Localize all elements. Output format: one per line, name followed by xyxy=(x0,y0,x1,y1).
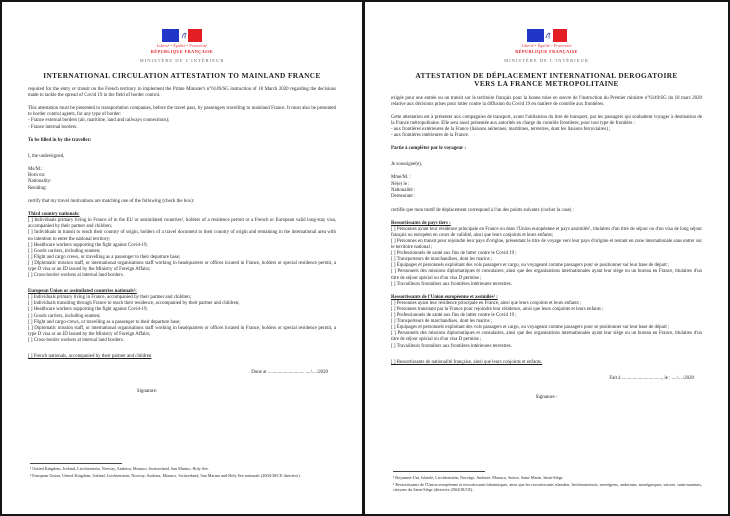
field-name: Ms/M.: xyxy=(28,166,43,172)
flag-red-band xyxy=(188,29,202,42)
checkbox-item: [ ] Individuals primary living in France of in the EU or assimilated countries¹, holders of a residence permit or a French or European valid long-stay visa, accompanied by their partner and children; xyxy=(28,218,336,230)
checkbox-item: [ ] Flight and cargo crews, or travelling as a passenger to their departure base; xyxy=(28,254,181,260)
field-residing: Residing: xyxy=(28,185,47,191)
border-type-line: - France internal borders. xyxy=(28,124,78,130)
marianne-icon xyxy=(179,29,188,42)
checkbox-item: [ ] Équipages et personnels exploitant des vols passagers et cargo, ou voyageant comme passagers pour se positionner sur leur base de départ ; xyxy=(391,325,670,331)
checkbox-item: [ ] Professionnels de santé aux fins de lutter contre le Covid 19 ; xyxy=(391,313,517,319)
logo-ministry: MINISTÈRE DE L'INTÉRIEUR xyxy=(504,57,589,63)
checkbox-item: [ ] Travailleurs frontaliers aux frontières intérieures terrestres. xyxy=(391,343,512,349)
checkbox-item: [ ] Individuals in transit to reach their country of origin, holders of a travel document to their country of origin and remaining in the international area with no intention to enter the national territory; xyxy=(28,230,336,242)
checkbox-item: [ ] Transporteurs de marchandises, dont les marins ; xyxy=(391,319,493,325)
fill-in-heading: Partie à compléter par le voyageur : xyxy=(391,146,466,152)
footnote-rule xyxy=(393,471,485,472)
identity-fields xyxy=(28,167,336,192)
checkbox-item: [ ] Personnes ayant leur résidence principale en France, ainsi que leurs conjoints et leurs enfants ; xyxy=(391,300,582,306)
undersigned-line: Je soussigné(e), xyxy=(391,162,422,168)
checkbox-item: [ ] Personnes ayant leur résidence principale en France ou dans l'Union européenne et pays assimilés¹, titulaires d'un titre de séjour ou d'un visa de long séjour français ou européen en cours de validité, ainsi que leurs conjoints et leurs enfants; xyxy=(391,226,702,238)
section-heading-eu-nationals: European Union or assimilated countries nationals²: xyxy=(28,289,137,295)
checkbox-item: [ ] Diplomatic mission staff, or international organisations staff working in headquarters or offices located in France, holders or special residence permit, a type D visa or an ID issued by the Ministry of Foreign Affairs; xyxy=(28,325,336,337)
footnote-1: ¹ Royaume-Uni, Islande, Liechtenstein, Norvège, Andorre, Monaco, Suisse, Saint-Marin, Saint-Siège. xyxy=(393,474,564,480)
section-heading-eu-nationals: Ressortissants de l'Union européenne et assimilés² : xyxy=(391,294,498,300)
french-nationals-item: [ ] Ressortissants de nationalité française, ainsi que leurs conjoints et enfants. xyxy=(391,359,543,365)
checkbox-item: [ ] Personnes en transit pour rejoindre leur pays d'origine, présentant le titre de voyage vers leur pays d'origine et restant en zone internationale sans entrer sur le territoire national ; xyxy=(391,239,702,251)
footnote-2: ² Ressortissants de l'Union européenne et ressortissants britanniques, ainsi que les ressortissants islandais, liechtensteinois, norvégiens, andorrans, monégasques, suisses, saint-marinais, citoyens du Saint-Siège (directive 2004/38/CE). xyxy=(393,481,702,493)
flag-red-band xyxy=(553,29,567,42)
footnote-1: ¹ United Kingdom, Iceland, Liechtenstein, Norway, Andorra, Monaco, Switzerland, San Marino, Holy See. xyxy=(30,466,210,472)
field-born: Born on: xyxy=(28,173,46,179)
checkbox-item: [ ] Flight and cargo-crews, or travelling as a passenger to their departure base; xyxy=(28,319,181,325)
section-heading-third-country: Ressortissants de pays tiers : xyxy=(391,220,451,226)
checkbox-item: [ ] Goods carriers, including seamen; xyxy=(28,248,101,254)
fill-in-heading: To be filled in by the traveller: xyxy=(28,137,92,143)
border-type-line: - aux frontières intérieures de la France. xyxy=(391,133,470,139)
checkbox-item: [ ] Personnes transitant par la France pour rejoindre leur résidence, ainsi que leurs conjoints et leurs enfants ; xyxy=(391,306,604,312)
footnote-2: ² European Union, United Kingdom, Iceland, Liechtenstein, Norway, Andorra, Monaco, Switzerland, San Marino and Holy See nationals (2004/38/CE directive). xyxy=(30,473,301,479)
done-at-line: Fait à ................................., le : ..../..../2020 xyxy=(609,375,694,381)
checkbox-item: [ ] Individuals transiting through France to reach their residence, accompanied by their partner and children; xyxy=(28,301,240,307)
page-title xyxy=(391,72,702,89)
certify-line: certify that my travel motivations are matching one of the following (check the box): xyxy=(28,199,195,205)
checkbox-item: [ ] Goods carriers, including seamen; xyxy=(28,313,101,319)
footnotes xyxy=(30,463,336,480)
marianne-icon xyxy=(544,29,553,42)
page-title: INTERNATIONAL CIRCULATION ATTESTATION TO MAINLAND FRANCE xyxy=(43,70,321,80)
checkbox-item: [ ] Healthcare workers supporting the fight against Covid-19; xyxy=(28,307,148,313)
flag-blue-band xyxy=(162,29,179,42)
page-french xyxy=(365,2,728,514)
border-type-line: - France external borders (air, maritime, land and railways connections); xyxy=(28,118,170,124)
french-nationals-item: [ ] French nationals, accompanied by their partner and children xyxy=(28,354,152,359)
done-at-line: Done at .............................. ..../..../2020 xyxy=(251,370,328,376)
logo-motto: Liberté • Égalité • Fraternité xyxy=(521,43,572,48)
field-nationality: Nationality: xyxy=(28,179,52,185)
signature-label: Signature: xyxy=(136,389,158,395)
border-type-line: - aux frontières extérieures de la France (liaisons aériennes, maritimes, terrestres, dont les liaisons ferroviaires) ; xyxy=(391,127,611,133)
intro-paragraph: required for the entry or transit on the French territory to implement the Prime Minister's n°6149/SG instruction of 18 March 2020 regarding the decisions made to tackle the spread of Covid 19 in the field of border control. xyxy=(28,87,336,99)
logo-ministry: MINISTÈRE DE L'INTÉRIEUR xyxy=(139,57,225,63)
checkbox-item: [ ] Individuals primary living in France, accompanied by their partner and children; xyxy=(28,295,192,301)
section-heading-third-country: Third country nationals: xyxy=(28,212,80,218)
checkbox-item: [ ] Professionnels de santé aux fins de lutter contre le Covid 19 ; xyxy=(391,251,517,257)
field-name: Mme/M. : xyxy=(391,175,411,181)
checkbox-item: [ ] Diplomatic mission staff, or international organisations staff working in headquarters or offices located in France, holders or special residence permit, a type D visa or an ID issued by the Ministry of Foreign Affairs; xyxy=(28,260,336,272)
checkbox-item: [ ] Travailleurs frontaliers aux frontières intérieures terrestres. xyxy=(391,281,512,287)
page-title-line1: ATTESTATION DE DÉPLACEMENT INTERNATIONAL DEROGATOIRE xyxy=(415,70,678,80)
checkbox-item: [ ] Équipages et personnels exploitant des vols passagers et cargo, ou voyageant comme passagers pour se positionner sur leur base de départ ; xyxy=(391,263,670,269)
page-title-line2: VERS LA FRANCE METROPOLITAINE xyxy=(474,79,619,89)
document-header xyxy=(28,24,336,63)
checkbox-item: [ ] Personnels des missions diplomatiques et consulaires, ainsi que des organisations internationales ayant leur siège ou un bureau en France, titulaires d'un titre de séjour spécial ou d'un visa D permise ; xyxy=(391,269,702,281)
intro-paragraph: Cette attestation est à présenter aux compagnies de transport, avant l'utilisation du titre de transport, par les passagers qui souhaitent voyager à destination de la France métropolitaine. Elle sera aussi présentée aux autorités en charge du contrôle frontières, pour tout type de frontière : xyxy=(391,114,702,126)
footnotes xyxy=(393,471,702,494)
checkbox-item: [ ] Healthcare workers supporting the fight against Covid-19; xyxy=(28,242,148,248)
footnote-rule xyxy=(30,463,122,464)
flag-blue-band xyxy=(527,29,544,42)
intro-paragraph: This attestation must be presented to transportation companies, before the travel pass, by passengers travelling to mainland France. It must also be presented to border control agents, for any type of border: xyxy=(28,106,336,118)
french-flag-logo xyxy=(527,29,567,42)
logo-republic: RÉPUBLIQUE FRANÇAISE xyxy=(515,48,578,54)
checkbox-item: [ ] Transporteurs de marchandises, dont les marins ; xyxy=(391,257,493,263)
document-header xyxy=(391,24,702,63)
french-flag-logo xyxy=(162,29,202,42)
intro-paragraph: exigée pour une entrée ou un transit sur le territoire français pour la bonne mise en œuvre de l'instruction du Premier ministre n°6149/SG du 18 mars 2020 relative aux décisions prises pour lutter contre la diffusion du Covid 19 en matière de contrôle aux frontières. xyxy=(391,95,702,107)
identity-fields xyxy=(391,175,702,200)
checkbox-item: [ ] Cross-border workers at internal land borders. xyxy=(28,337,124,343)
field-born: Né(e) le : xyxy=(391,181,410,187)
page-english xyxy=(2,2,365,514)
checkbox-item: [ ] Personnels des missions diplomatiques et consulaires, ainsi que des organisations internationales ayant leur siège ou un bureau en France, titulaires d'un titre de séjour spécial ou d'un visa D permise ; xyxy=(391,331,702,343)
logo-republic: RÉPUBLIQUE FRANÇAISE xyxy=(150,48,214,54)
field-nationality: Nationalité : xyxy=(391,188,416,194)
signature-label: Signature : xyxy=(535,394,558,400)
logo-motto: Liberté • Égalité • Fraternité xyxy=(157,43,207,48)
checkbox-item: [ ] Cross-border workers at internal land borders. xyxy=(28,273,124,279)
undersigned-line: I, the undersigned, xyxy=(28,153,65,159)
certify-line: certifie que mon motif de déplacement correspond à l'un des points suivants (cocher la case) : xyxy=(391,207,574,213)
field-residing: Demeurant : xyxy=(391,194,416,200)
